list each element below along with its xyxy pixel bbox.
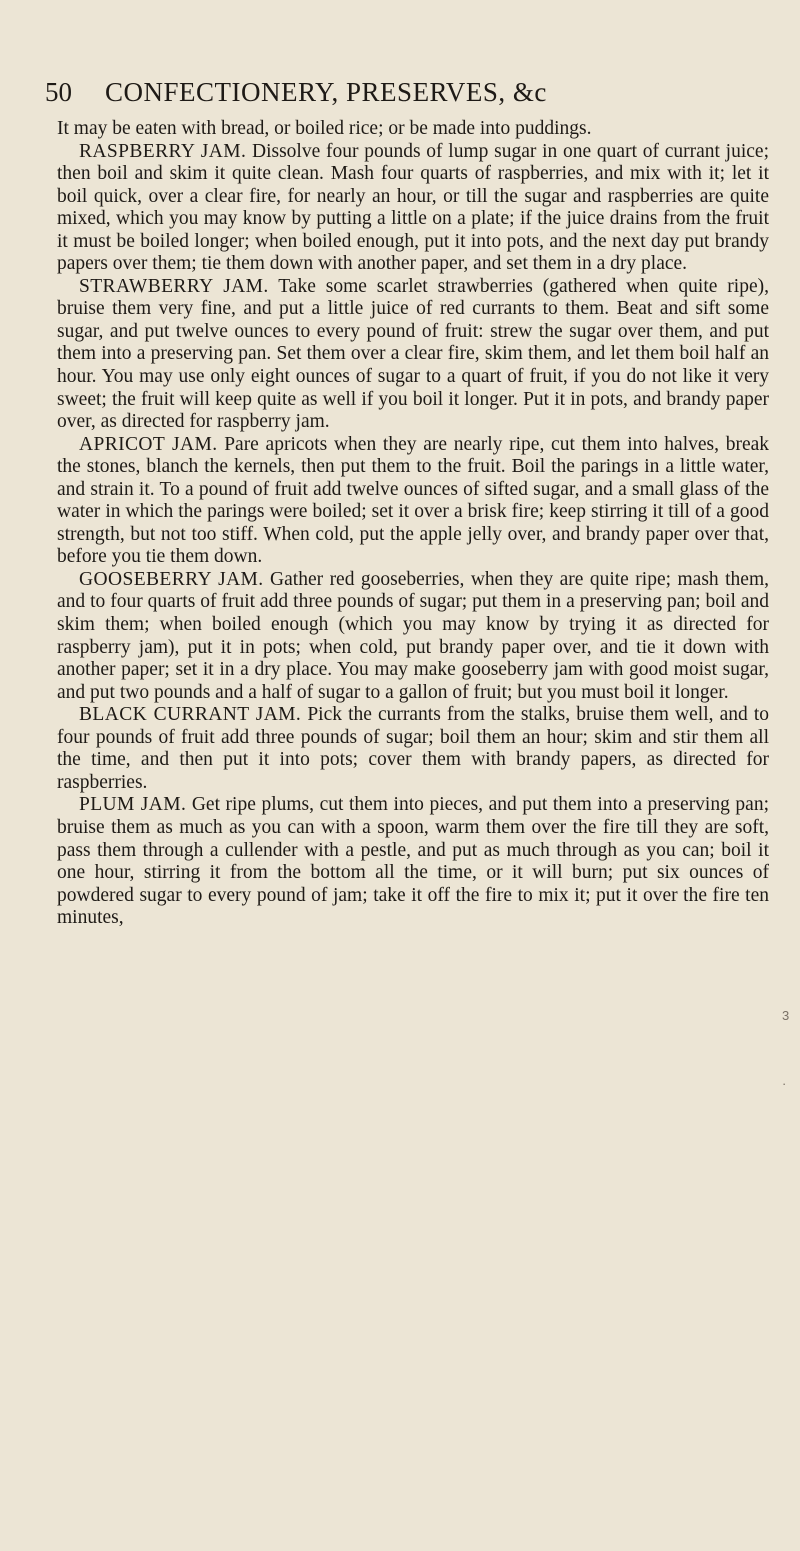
- recipe-text: Get ripe plums, cut them into pieces, and put them into a preserving pan; bruise them as much as you can with a spoon, warm them over the fire till they are soft, pass them through a cullender with a pestle, and put as much through as you can; boil it one hour, stirring it from the bottom all the time, or it will burn; put six ounces of powdered sugar to every pound of jam; take it off the fire to mix it; put it over the fire ten minutes,: [57, 794, 769, 929]
- recipe-strawberry-jam: [57, 276, 769, 434]
- margin-mark: 3: [782, 1008, 790, 1023]
- recipe-text: Gather red gooseberries, when they are quite ripe; mash them, and to four quarts of fruit add three pounds of sugar; put them in a preserving pan; boil and skim them; when boiled enough (which you may know by trying it as directed for raspberry jam), put it in pots; when cold, put brandy paper over, and tie it down with another paper; set it in a dry place. You may make gooseberry jam with good moist sugar, and put two pounds and a half of sugar to a gallon of fruit; but you must boil it longer.: [57, 568, 769, 703]
- recipe-heading: BLACK CURRANT JAM.: [79, 704, 302, 726]
- recipe-text: Pare apricots when they are nearly ripe, cut them into halves, break the stones, blanch the kernels, then put them to the fruit. Boil the parings in a little water, and strain it. To a pound of fruit add twelve ounces of sifted sugar, and a small glass of the water in which the parings were boiled; set it over a brisk fire; keep stirring it till of a good strength, but not too stiff. When cold, put the apple jelly over, and brandy paper over that, before you tie them down.: [57, 433, 770, 568]
- recipe-raspberry-jam: [57, 141, 769, 276]
- recipe-heading: PLUM JAM.: [79, 794, 187, 816]
- recipe-text: Pick the currants from the stalks, bruise them well, and to four pounds of fruit add three pounds of sugar; boil them an hour; skim and stir them all the time, and then put it into pots; cover them with brandy papers, as directed for raspberries.: [57, 704, 770, 793]
- recipe-apricot-jam: [57, 434, 769, 569]
- recipe-heading: STRAWBERRY JAM.: [79, 275, 269, 297]
- page-body: [57, 118, 769, 930]
- running-title: CONFECTIONERY, PRESERVES, &c: [105, 77, 547, 107]
- paragraph-text: It may be eaten with bread, or boiled rice; or be made into puddings.: [57, 118, 592, 139]
- page-header: [45, 74, 765, 110]
- recipe-gooseberry-jam: [57, 569, 769, 704]
- recipe-text: Dissolve four pounds of lump sugar in one quart of currant juice; then boil and skim it quite clean. Mash four quarts of raspberries, and mix with it; let it boil quick, over a clear fire, for nearly an hour, or till the sugar and raspberries are quite mixed, which you may know by putting a little on a plate; if the juice drains from the fruit it must be boiled longer; when boiled enough, put it into pots, and the next day put brandy papers over them; tie them down with another paper, and set them in a dry place.: [57, 140, 769, 275]
- recipe-black-currant-jam: [57, 704, 769, 794]
- recipe-text: Take some scarlet strawberries (gathered when quite ripe), bruise them very fine, and put a little juice of red currants to them. Beat and sift some sugar, and put twelve ounces to every pound of fruit: strew the sugar over them, and put them into a preserving pan. Set them over a clear fire, skim them, and let them boil half an hour. You may use only eight ounces of sugar to a quart of fruit, if you do not like it very sweet; the fruit will keep quite as well if you boil it longer. Put it in pots, and brandy paper over, as directed for raspberry jam.: [57, 275, 769, 433]
- page-number: 50: [45, 77, 72, 107]
- recipe-heading: APRICOT JAM.: [79, 433, 218, 455]
- recipe-heading: GOOSEBERRY JAM.: [79, 568, 264, 590]
- recipe-plum-jam: [57, 794, 769, 929]
- margin-mark: ·: [782, 1076, 787, 1091]
- recipe-heading: RASPBERRY JAM.: [79, 140, 247, 162]
- paragraph-continuation: [57, 118, 769, 141]
